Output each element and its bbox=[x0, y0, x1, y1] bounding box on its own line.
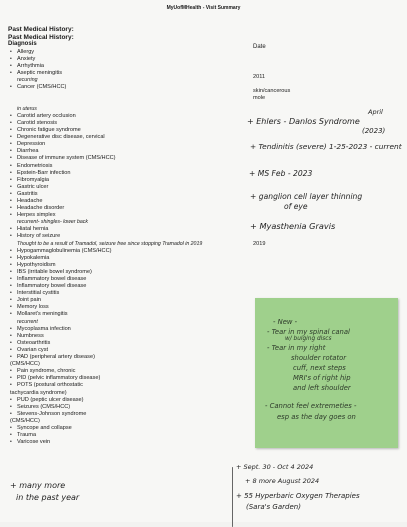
sticky-note-line: - Tear in my right bbox=[267, 344, 326, 352]
diagnosis-item: • PID (pelvic inflammatory disease) bbox=[8, 375, 238, 382]
diagnosis-item: • Epstein-Barr infection bbox=[8, 170, 238, 177]
seizure-year: 2019 bbox=[253, 241, 266, 247]
diagnosis-item: • Herpes simplex bbox=[8, 212, 238, 219]
handwritten-many-more: + many more bbox=[10, 481, 66, 490]
diagnosis-item: • Carotid stenosis bbox=[8, 120, 238, 127]
sticky-note-line: esp as the day goes on bbox=[277, 413, 356, 421]
diagnosis-note bbox=[8, 92, 238, 99]
sticky-note-line: w/ bulging discs bbox=[285, 336, 332, 342]
diagnosis-item: • Stevens-Johnson syndrome bbox=[8, 411, 238, 418]
cancer-note: skin/cancerous bbox=[253, 88, 291, 94]
sticky-note-line: - Cannot feel extremeties - bbox=[265, 402, 357, 410]
handwritten-bracket bbox=[232, 467, 233, 527]
diagnosis-item: • Memory loss bbox=[8, 304, 238, 311]
diagnosis-item: • Inflammatory bowel disease bbox=[8, 276, 238, 283]
diagnosis-item: • Seizures (CMS/HCC) bbox=[8, 404, 238, 411]
section-title: Past Medical History: bbox=[8, 26, 74, 33]
diagnosis-item: • Interstitial cystitis bbox=[8, 290, 238, 297]
diagnosis-item: • Ovarian cyst bbox=[8, 347, 238, 354]
handwritten-hyperbaric: + 55 Hyperbaric Oxygen Therapies bbox=[236, 492, 360, 500]
diagnosis-item: • Depression bbox=[8, 141, 238, 148]
diagnosis-item: • Hiatal hernia bbox=[8, 226, 238, 233]
diagnosis-note: Thought to be a result of Tramadol, seizure free since stopping Tramadol in 2019 bbox=[17, 240, 203, 247]
diagnosis-item: • Gastric ulcer bbox=[8, 184, 238, 191]
sticky-note-line: cuff, next steps bbox=[293, 364, 346, 372]
sticky-note-line: shoulder rotator bbox=[291, 354, 347, 362]
diagnosis-item: • Cancer (CMS/HCC) bbox=[8, 84, 238, 91]
handwritten-sept: + Sept. 30 - Oct 4 2024 bbox=[236, 463, 314, 471]
diagnosis-note: recurring bbox=[17, 77, 38, 84]
diagnosis-item: • Joint pain bbox=[8, 297, 238, 304]
diagnosis-item: • Diarrhea bbox=[8, 148, 238, 155]
handwritten-ehlers: + Ehlers - Danlos Syndrome bbox=[247, 117, 360, 126]
diagnosis-item: • Fibromyalgia bbox=[8, 177, 238, 184]
handwritten-eight-more: + 8 more August 2024 bbox=[245, 477, 320, 485]
diagnosis-item: • Carotid artery occlusion bbox=[8, 113, 238, 120]
sticky-note bbox=[255, 298, 398, 448]
diagnosis-item: • Hypogammaglobulinemia (CMS/HCC) bbox=[8, 248, 238, 255]
sticky-note-line: MRI's of right hip bbox=[293, 374, 351, 382]
cancer-year: 2011 bbox=[253, 74, 266, 80]
diagnosis-item: • Gastritis bbox=[8, 191, 238, 198]
diagnosis-item: tachycardia syndrome) bbox=[10, 389, 67, 396]
sticky-note-title: - New - bbox=[273, 318, 298, 326]
diagnosis-item: • Headache disorder bbox=[8, 205, 238, 212]
diagnosis-item: • Varicose vein bbox=[8, 439, 238, 446]
handwritten-myasthenia: + Myasthenia Gravis bbox=[250, 221, 336, 231]
diagnosis-item: • Mycoplasma infection bbox=[8, 326, 238, 333]
diagnosis-item: • Inflammatory bowel disease bbox=[8, 283, 238, 290]
handwritten-many-more-2: in the past year bbox=[16, 493, 80, 502]
diagnosis-item: • Syncope and collapse bbox=[8, 425, 238, 432]
diagnosis-item: • History of seizure bbox=[8, 233, 238, 240]
diagnosis-item: • Mollaret's meningitis bbox=[8, 311, 238, 318]
diagnosis-item: • PUD (peptic ulcer disease) bbox=[8, 397, 238, 404]
handwritten-ganglion: + ganglion cell layer thinning bbox=[250, 192, 363, 201]
handwritten-ganglion-2: of eye bbox=[284, 202, 308, 211]
sticky-note-line: and left shoulder bbox=[293, 384, 351, 392]
sticky-note-line: - Tear in my spinal canal bbox=[267, 328, 350, 336]
diagnosis-note: recurrent- shingles- lower back bbox=[17, 219, 88, 226]
diagnosis-item: • Allergy bbox=[8, 49, 238, 56]
diagnosis-item: • Degenerative disc disease, cervical bbox=[8, 134, 238, 141]
diagnosis-item: • Chronic fatigue syndrome bbox=[8, 127, 238, 134]
diagnosis-item: • Headache bbox=[8, 198, 238, 205]
diagnosis-item: • IBS (irritable bowel syndrome) bbox=[8, 269, 238, 276]
handwritten-ms: + MS Feb - 2023 bbox=[249, 169, 313, 178]
page-header: MyUofMHealth - Visit Summary bbox=[166, 5, 241, 11]
cancer-note-2: mole bbox=[253, 95, 266, 101]
diagnosis-note: recurrent bbox=[17, 318, 38, 325]
diagnosis-item: • Pain syndrome, chronic bbox=[8, 368, 238, 375]
diagnosis-item: • POTS (postural orthostatic bbox=[8, 382, 238, 389]
diagnosis-note bbox=[8, 99, 238, 106]
section-title-repeat: Past Medical History: bbox=[8, 34, 74, 41]
diagnosis-item: • Trauma bbox=[8, 432, 238, 439]
diagnosis-item: • Endometriosis bbox=[8, 163, 238, 170]
diagnosis-item: • Hypokalemia bbox=[8, 255, 238, 262]
diagnosis-item: (CMS/HCC) bbox=[10, 417, 40, 424]
handwritten-tendinitis: + Tendinitis (severe) 1-25-2023 - current bbox=[250, 142, 402, 151]
diagnosis-item: • Osteoarthritis bbox=[8, 340, 238, 347]
diagnosis-item: • Arrhythmia bbox=[8, 63, 238, 70]
diagnosis-note: in uterus bbox=[17, 105, 37, 112]
diagnosis-item: (CMS/HCC) bbox=[10, 361, 40, 368]
diagnosis-list bbox=[8, 49, 238, 446]
diagnosis-item: • Anxiety bbox=[8, 56, 238, 63]
diagnosis-header: Diagnosis bbox=[8, 41, 37, 47]
diagnosis-item: • Disease of immune system (CMS/HCC) bbox=[8, 155, 238, 162]
diagnosis-item: • Aseptic meningitis bbox=[8, 70, 238, 77]
diagnosis-item: • Numbness bbox=[8, 333, 238, 340]
handwritten-april: April bbox=[368, 108, 383, 116]
date-header: Date bbox=[253, 44, 266, 50]
diagnosis-item: • PAD (peripheral artery disease) bbox=[8, 354, 238, 361]
diagnosis-item: • Hypothyroidism bbox=[8, 262, 238, 269]
handwritten-ehlers-year: (2023) bbox=[362, 127, 386, 135]
handwritten-sarahs-garden: (Sara's Garden) bbox=[246, 503, 301, 511]
